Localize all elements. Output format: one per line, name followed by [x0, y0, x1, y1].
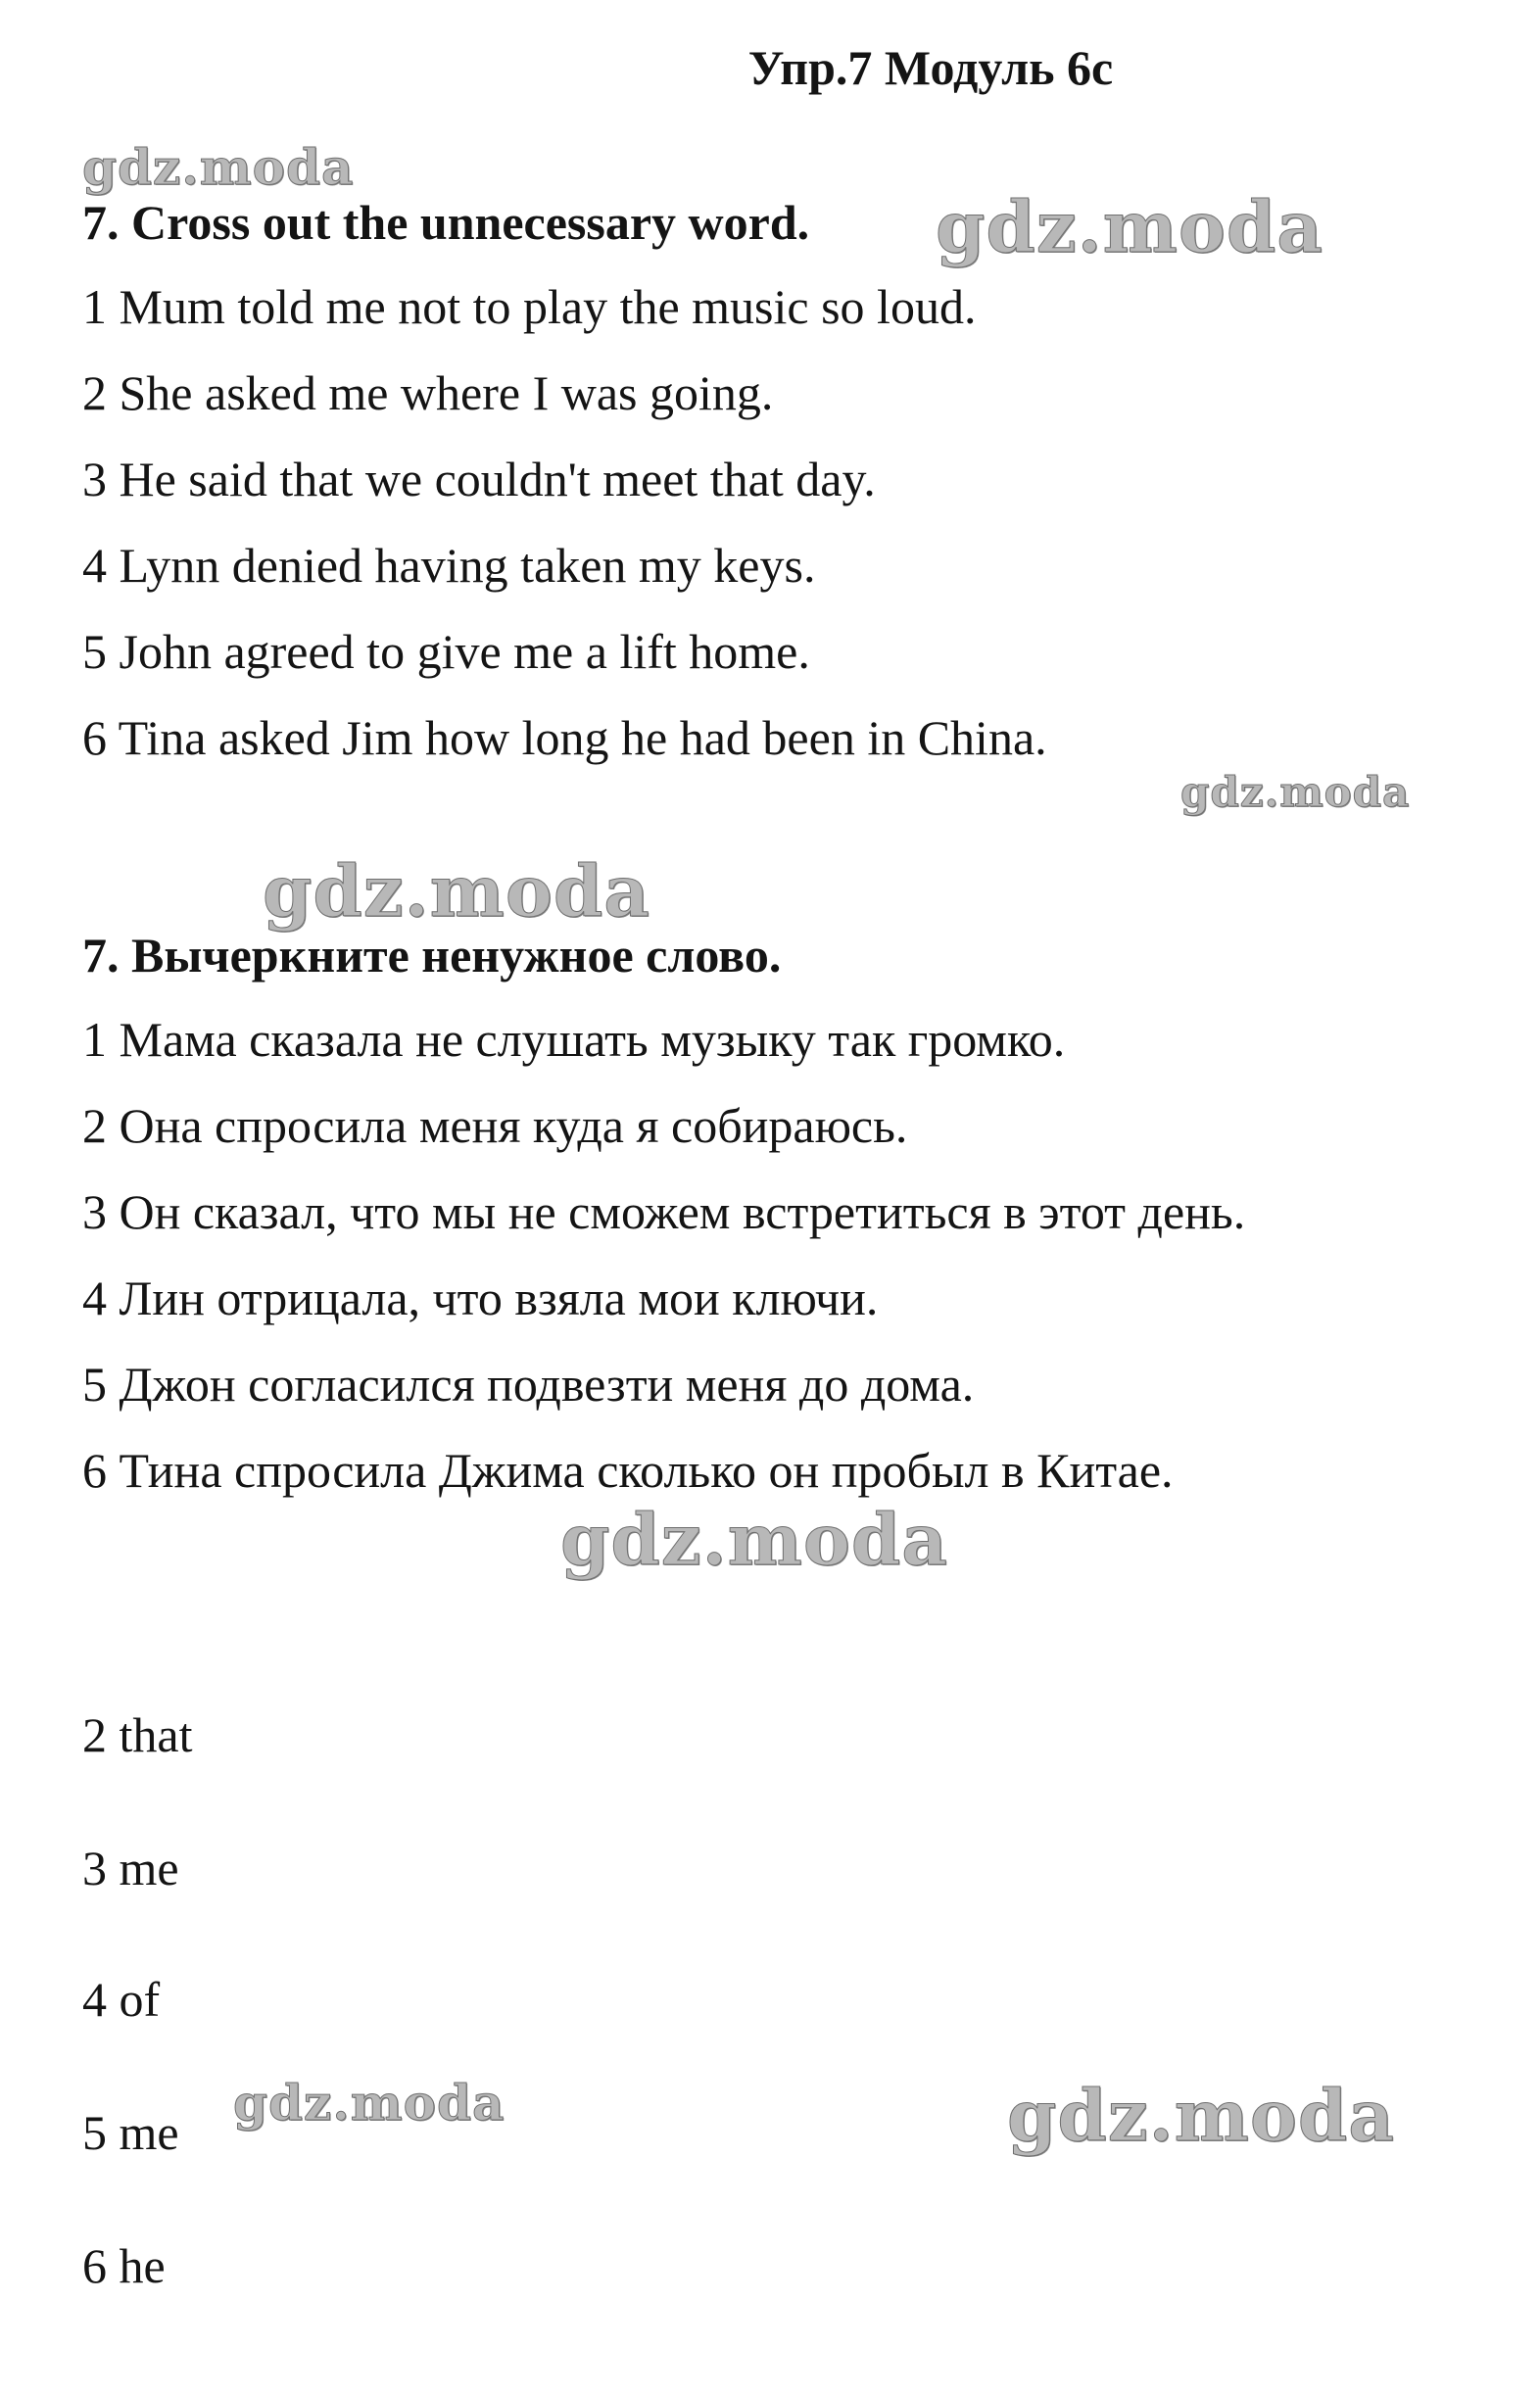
russian-sentence-3: 3 Он сказал, что мы не сможем встретиться в этот день. [82, 1184, 1246, 1239]
answer-1: 2 that [82, 1707, 193, 1762]
answer-2: 3 me [82, 1841, 179, 1895]
russian-sentence-2: 2 Она спросила меня куда я собираюсь. [82, 1098, 908, 1153]
russian-sentence-5: 5 Джон согласился подвезти меня до дома. [82, 1357, 975, 1412]
watermark: gdz.moda [82, 138, 355, 196]
page-title: Упр.7 Модуль 6с [747, 40, 1114, 95]
russian-heading: 7. Вычеркните ненужное слово. [82, 928, 782, 983]
answer-5: 6 he [82, 2238, 166, 2293]
answer-4: 5 me [82, 2105, 179, 2160]
english-sentence-1: 1 Mum told me not to play the music so loud. [82, 279, 977, 334]
watermark: gdz.moda [1180, 768, 1411, 816]
russian-sentence-6: 6 Тина спросила Джима сколько он пробыл в Китае. [82, 1443, 1174, 1498]
english-sentence-4: 4 Lynn denied having taken my keys. [82, 538, 816, 593]
answer-3: 4 of [82, 1972, 161, 2027]
english-sentence-2: 2 She asked me where I was going. [82, 365, 774, 420]
english-heading: 7. Cross out the unnecessary word. [82, 195, 810, 250]
watermark: gdz.moda [263, 849, 650, 933]
watermark: gdz.moda [1007, 2074, 1395, 2157]
english-sentence-6: 6 Tina asked Jim how long he had been in China. [82, 710, 1047, 765]
watermark: gdz.moda [233, 2074, 505, 2132]
watermark: gdz.moda [560, 1498, 948, 1581]
russian-sentence-1: 1 Мама сказала не слушать музыку так громко. [82, 1012, 1066, 1067]
english-sentence-3: 3 He said that we couldn't meet that day. [82, 452, 876, 506]
english-sentence-5: 5 John agreed to give me a lift home. [82, 624, 810, 679]
watermark: gdz.moda [936, 185, 1323, 268]
russian-sentence-4: 4 Лин отрицала, что взяла мои ключи. [82, 1270, 879, 1325]
